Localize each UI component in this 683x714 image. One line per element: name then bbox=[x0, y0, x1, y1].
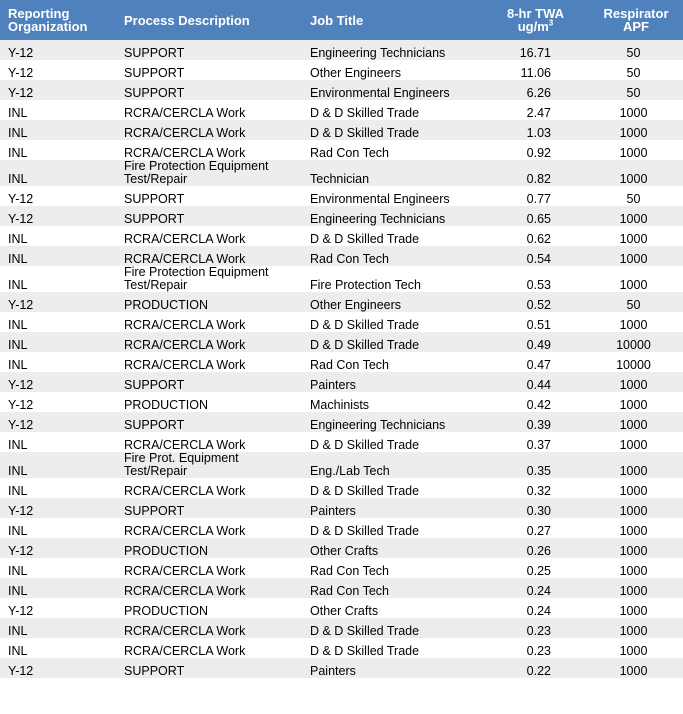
cell-twa: 0.39 bbox=[526, 418, 551, 432]
table-row bbox=[0, 60, 683, 80]
cell-twa: 0.92 bbox=[526, 146, 551, 160]
cell-process-description: RCRA/CERCLA Work bbox=[124, 524, 246, 538]
cell-process-description: RCRA/CERCLA Work bbox=[124, 584, 246, 598]
cell-respirator-apf: 1000 bbox=[619, 664, 648, 678]
cell-process-description: Fire Prot. Equipment Test/Repair bbox=[124, 451, 239, 478]
table-row bbox=[0, 392, 683, 412]
header-reporting-organization: Reporting Organization bbox=[8, 6, 88, 34]
cell-process-description: RCRA/CERCLA Work bbox=[124, 252, 246, 266]
cell-respirator-apf: 1000 bbox=[619, 252, 648, 266]
cell-respirator-apf: 50 bbox=[626, 66, 641, 80]
cell-process-description: PRODUCTION bbox=[124, 544, 209, 558]
cell-twa: 0.23 bbox=[526, 624, 551, 638]
cell-twa: 0.62 bbox=[526, 232, 551, 246]
cell-reporting-organization: Y-12 bbox=[8, 504, 34, 518]
cell-reporting-organization: INL bbox=[8, 126, 28, 140]
cell-job-title: Other Crafts bbox=[310, 604, 379, 618]
cell-job-title: Environmental Engineers bbox=[310, 192, 450, 206]
table-row bbox=[0, 658, 683, 678]
cell-process-description: SUPPORT bbox=[124, 212, 185, 226]
cell-process-description: Fire Protection Equipment Test/Repair bbox=[124, 159, 269, 186]
cell-twa: 0.35 bbox=[526, 464, 551, 478]
table-row bbox=[0, 432, 683, 452]
cell-job-title: Rad Con Tech bbox=[310, 146, 389, 160]
cell-process-description: RCRA/CERCLA Work bbox=[124, 484, 246, 498]
cell-respirator-apf: 1000 bbox=[619, 232, 648, 246]
cell-job-title: D & D Skilled Trade bbox=[310, 484, 420, 498]
cell-process-description: RCRA/CERCLA Work bbox=[124, 624, 246, 638]
cell-respirator-apf: 1000 bbox=[619, 438, 648, 452]
cell-twa: 1.03 bbox=[526, 126, 551, 140]
cell-job-title: Eng./Lab Tech bbox=[310, 464, 390, 478]
cell-process-description: RCRA/CERCLA Work bbox=[124, 564, 246, 578]
table-body bbox=[0, 40, 683, 678]
cell-job-title: D & D Skilled Trade bbox=[310, 318, 420, 332]
header-job-title: Job Title bbox=[310, 12, 364, 28]
header-row bbox=[0, 0, 683, 40]
cell-twa: 0.24 bbox=[526, 584, 551, 598]
cell-reporting-organization: Y-12 bbox=[8, 212, 34, 226]
cell-process-description: RCRA/CERCLA Work bbox=[124, 438, 246, 452]
cell-respirator-apf: 1000 bbox=[619, 146, 648, 160]
header-twa bbox=[482, 0, 589, 40]
cell-twa: 0.26 bbox=[526, 544, 551, 558]
cell-job-title: Rad Con Tech bbox=[310, 584, 389, 598]
cell-respirator-apf: 1000 bbox=[619, 544, 648, 558]
cell-job-title: Technician bbox=[310, 172, 370, 186]
cell-reporting-organization: Y-12 bbox=[8, 398, 34, 412]
table-row bbox=[0, 332, 683, 352]
table-row bbox=[0, 518, 683, 538]
cell-respirator-apf: 1000 bbox=[619, 624, 648, 638]
cell-reporting-organization: Y-12 bbox=[8, 378, 34, 392]
cell-reporting-organization: INL bbox=[8, 252, 28, 266]
cell-twa: 0.53 bbox=[526, 278, 551, 292]
cell-process-description: RCRA/CERCLA Work bbox=[124, 232, 246, 246]
table-row bbox=[0, 558, 683, 578]
cell-twa: 0.51 bbox=[526, 318, 551, 332]
cell-reporting-organization: Y-12 bbox=[8, 544, 34, 558]
cell-respirator-apf: 1000 bbox=[619, 126, 648, 140]
table-row bbox=[0, 100, 683, 120]
cell-job-title: Machinists bbox=[310, 398, 370, 412]
cell-twa: 0.49 bbox=[526, 338, 551, 352]
cell-job-title: Painters bbox=[310, 504, 356, 518]
cell-process-description: SUPPORT bbox=[124, 664, 185, 678]
header-respirator-apf: Respirator APF bbox=[603, 6, 669, 34]
cell-job-title: Other Crafts bbox=[310, 544, 379, 558]
table-row bbox=[0, 186, 683, 206]
table-row bbox=[0, 312, 683, 332]
cell-reporting-organization: INL bbox=[8, 232, 28, 246]
cell-reporting-organization: INL bbox=[8, 278, 28, 292]
cell-twa: 6.26 bbox=[526, 86, 551, 100]
cell-job-title: Rad Con Tech bbox=[310, 564, 389, 578]
cell-respirator-apf: 50 bbox=[626, 46, 641, 60]
table-row bbox=[0, 452, 683, 478]
cell-process-description: RCRA/CERCLA Work bbox=[124, 106, 246, 120]
cell-reporting-organization: Y-12 bbox=[8, 66, 34, 80]
cell-twa: 0.65 bbox=[526, 212, 551, 226]
cell-respirator-apf: 1000 bbox=[619, 418, 648, 432]
cell-respirator-apf: 1000 bbox=[619, 564, 648, 578]
cell-job-title: Rad Con Tech bbox=[310, 252, 389, 266]
cell-process-description: PRODUCTION bbox=[124, 398, 209, 412]
header-process-description: Process Description bbox=[124, 12, 250, 28]
cell-respirator-apf: 1000 bbox=[619, 278, 648, 292]
cell-reporting-organization: INL bbox=[8, 106, 28, 120]
cell-job-title: Rad Con Tech bbox=[310, 358, 389, 372]
table-row bbox=[0, 498, 683, 518]
cell-reporting-organization: INL bbox=[8, 524, 28, 538]
table-row bbox=[0, 618, 683, 638]
cell-reporting-organization: Y-12 bbox=[8, 298, 34, 312]
table-row bbox=[0, 140, 683, 160]
cell-twa: 0.27 bbox=[526, 524, 551, 538]
cell-process-description: SUPPORT bbox=[124, 378, 185, 392]
cell-process-description: SUPPORT bbox=[124, 46, 185, 60]
cell-job-title: Other Engineers bbox=[310, 298, 402, 312]
table-row bbox=[0, 226, 683, 246]
table-row bbox=[0, 206, 683, 226]
cell-process-description: RCRA/CERCLA Work bbox=[124, 126, 246, 140]
cell-twa: 16.71 bbox=[519, 46, 551, 60]
cell-reporting-organization: INL bbox=[8, 338, 28, 352]
cell-process-description: RCRA/CERCLA Work bbox=[124, 644, 246, 658]
table-row bbox=[0, 40, 683, 60]
cell-twa: 2.47 bbox=[526, 106, 551, 120]
cell-job-title: Painters bbox=[310, 378, 356, 392]
table-row bbox=[0, 246, 683, 266]
cell-process-description: Fire Protection Equipment Test/Repair bbox=[124, 265, 269, 292]
cell-respirator-apf: 10000 bbox=[616, 358, 651, 372]
cell-respirator-apf: 1000 bbox=[619, 524, 648, 538]
cell-respirator-apf: 1000 bbox=[619, 644, 648, 658]
cell-respirator-apf: 50 bbox=[626, 86, 641, 100]
table-row bbox=[0, 80, 683, 100]
cell-job-title: Fire Protection Tech bbox=[310, 278, 421, 292]
cell-twa: 0.42 bbox=[526, 398, 551, 412]
table-row bbox=[0, 412, 683, 432]
table-row bbox=[0, 160, 683, 186]
cell-respirator-apf: 1000 bbox=[619, 318, 648, 332]
cell-twa: 11.06 bbox=[520, 66, 551, 80]
cell-job-title: D & D Skilled Trade bbox=[310, 644, 420, 658]
cell-job-title: D & D Skilled Trade bbox=[310, 126, 420, 140]
cell-respirator-apf: 1000 bbox=[619, 464, 648, 478]
cell-job-title: Engineering Technicians bbox=[310, 46, 446, 60]
cell-job-title: D & D Skilled Trade bbox=[310, 232, 420, 246]
cell-respirator-apf: 10000 bbox=[616, 338, 651, 352]
cell-respirator-apf: 1000 bbox=[619, 398, 648, 412]
table-row bbox=[0, 120, 683, 140]
table-row bbox=[0, 352, 683, 372]
cell-job-title: Other Engineers bbox=[310, 66, 402, 80]
table-row bbox=[0, 372, 683, 392]
cell-reporting-organization: Y-12 bbox=[8, 86, 34, 100]
table-row bbox=[0, 598, 683, 618]
cell-reporting-organization: INL bbox=[8, 484, 28, 498]
cell-twa: 0.44 bbox=[526, 378, 551, 392]
cell-reporting-organization: INL bbox=[8, 318, 28, 332]
cell-reporting-organization: Y-12 bbox=[8, 418, 34, 432]
table-row bbox=[0, 638, 683, 658]
cell-process-description: PRODUCTION bbox=[124, 604, 209, 618]
cell-reporting-organization: Y-12 bbox=[8, 46, 34, 60]
table-row bbox=[0, 292, 683, 312]
cell-respirator-apf: 1000 bbox=[619, 106, 648, 120]
header-twa-label: 8-hr TWA bbox=[506, 6, 565, 21]
cell-twa: 0.23 bbox=[526, 644, 551, 658]
cell-process-description: SUPPORT bbox=[124, 504, 185, 518]
cell-twa: 0.25 bbox=[526, 564, 551, 578]
cell-job-title: D & D Skilled Trade bbox=[310, 338, 420, 352]
cell-reporting-organization: Y-12 bbox=[8, 604, 34, 618]
cell-reporting-organization: Y-12 bbox=[8, 192, 34, 206]
cell-job-title: D & D Skilled Trade bbox=[310, 624, 420, 638]
cell-reporting-organization: INL bbox=[8, 172, 28, 186]
cell-twa: 0.37 bbox=[526, 438, 551, 452]
cell-twa: 0.82 bbox=[526, 172, 551, 186]
cell-twa: 0.22 bbox=[526, 664, 551, 678]
cell-twa: 0.77 bbox=[526, 192, 551, 206]
cell-twa: 0.30 bbox=[526, 504, 551, 518]
cell-process-description: RCRA/CERCLA Work bbox=[124, 358, 246, 372]
cell-job-title: Engineering Technicians bbox=[310, 212, 446, 226]
cell-process-description: RCRA/CERCLA Work bbox=[124, 318, 246, 332]
cell-process-description: RCRA/CERCLA Work bbox=[124, 338, 246, 352]
cell-respirator-apf: 1000 bbox=[619, 584, 648, 598]
header-twa-unit: ug/m bbox=[517, 19, 549, 34]
cell-process-description: RCRA/CERCLA Work bbox=[124, 146, 246, 160]
cell-job-title: D & D Skilled Trade bbox=[310, 524, 420, 538]
table-row bbox=[0, 478, 683, 498]
cell-twa: 0.54 bbox=[526, 252, 551, 266]
table-row bbox=[0, 538, 683, 558]
table-header bbox=[0, 0, 683, 40]
cell-respirator-apf: 50 bbox=[626, 192, 641, 206]
table-row bbox=[0, 266, 683, 292]
cell-twa: 0.47 bbox=[526, 358, 551, 372]
cell-job-title: Painters bbox=[310, 664, 356, 678]
cell-twa: 0.52 bbox=[526, 298, 551, 312]
cell-twa: 0.32 bbox=[526, 484, 551, 498]
cell-reporting-organization: INL bbox=[8, 624, 28, 638]
cell-reporting-organization: INL bbox=[8, 564, 28, 578]
cell-process-description: SUPPORT bbox=[124, 418, 185, 432]
cell-job-title: D & D Skilled Trade bbox=[310, 106, 420, 120]
cell-job-title: Engineering Technicians bbox=[310, 418, 446, 432]
cell-reporting-organization: INL bbox=[8, 584, 28, 598]
cell-reporting-organization: INL bbox=[8, 464, 28, 478]
cell-process-description: PRODUCTION bbox=[124, 298, 209, 312]
cell-respirator-apf: 1000 bbox=[619, 604, 648, 618]
cell-reporting-organization: Y-12 bbox=[8, 664, 34, 678]
cell-respirator-apf: 1000 bbox=[619, 378, 648, 392]
cell-respirator-apf: 1000 bbox=[619, 484, 648, 498]
cell-process-description: SUPPORT bbox=[124, 192, 185, 206]
cell-respirator-apf: 1000 bbox=[619, 504, 648, 518]
cell-twa: 0.24 bbox=[526, 604, 551, 618]
cell-reporting-organization: INL bbox=[8, 644, 28, 658]
cell-respirator-apf: 1000 bbox=[619, 172, 648, 186]
header-twa-exponent: 3 bbox=[548, 18, 554, 28]
cell-job-title: Environmental Engineers bbox=[310, 86, 450, 100]
cell-reporting-organization: INL bbox=[8, 146, 28, 160]
cell-process-description: SUPPORT bbox=[124, 66, 185, 80]
cell-respirator-apf: 1000 bbox=[619, 212, 648, 226]
cell-reporting-organization: INL bbox=[8, 358, 28, 372]
cell-respirator-apf: 50 bbox=[626, 298, 641, 312]
cell-job-title: D & D Skilled Trade bbox=[310, 438, 420, 452]
table-row bbox=[0, 578, 683, 598]
cell-process-description: SUPPORT bbox=[124, 86, 185, 100]
cell-reporting-organization: INL bbox=[8, 438, 28, 452]
